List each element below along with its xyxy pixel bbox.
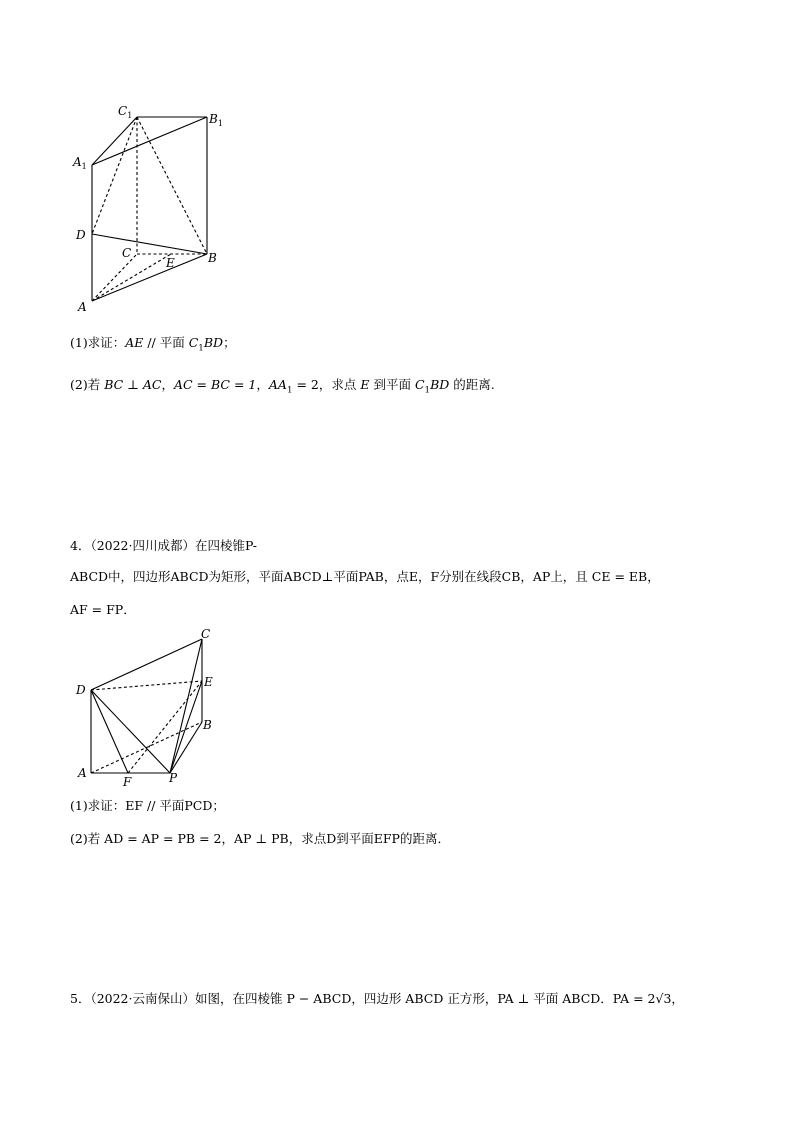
q5-source: （2022·云南保山） — [90, 991, 195, 1006]
q5-number: 5． — [70, 991, 91, 1006]
pyramid-figure — [70, 625, 230, 790]
q3-part2: (2)若 BC ⊥ AC，AC = BC = 1，$AA_1 = 2$，求点 E 到平面 $C_1BD$ 的距离. — [70, 377, 495, 396]
label-B1: $B_1$ — [209, 112, 223, 128]
label-B: B — [208, 251, 217, 265]
q5-line1: 5．（2022·云南保山）如图，在四棱锥 P − ABCD，四边形 ABCD 正方形，PA ⊥ 平面 ABCD．PA = 2√3， — [70, 991, 684, 1006]
label-B: B — [203, 718, 212, 732]
q4-line3: AF = FP． — [70, 602, 136, 617]
label-E: E — [166, 256, 175, 270]
q4-line1: 4．（2022·四川成都）在四棱锥P- — [70, 538, 257, 553]
label-E: E — [204, 675, 213, 689]
q4-part1: (1)求证：EF // 平面PCD； — [70, 798, 225, 813]
label-C1: $C_1$ — [118, 104, 133, 120]
q4-line2: ABCD中，四边形ABCD为矩形，平面ABCD⊥平面PAB，点E，F分别在线段CB，AP上，且 CE = EB， — [70, 569, 660, 584]
q4-source: （2022·四川成都） — [90, 538, 195, 553]
label-A: A — [78, 300, 87, 314]
label-C: C — [201, 627, 211, 641]
label-A1: $A_1$ — [73, 155, 87, 171]
label-C: C — [122, 246, 132, 260]
label-F: F — [123, 775, 132, 789]
prism-figure — [60, 95, 240, 325]
label-D: D — [76, 228, 86, 242]
label-A: A — [78, 766, 87, 780]
label-P: P — [169, 771, 178, 785]
q4-number: 4． — [70, 538, 91, 553]
q4-part2: (2)若 AD = AP = PB = 2，AP ⊥ PB，求点D到平面EFP的距离． — [70, 831, 450, 846]
label-D: D — [76, 683, 86, 697]
q3-part1: (1)求证：AE // 平面 $C_1BD$； — [70, 335, 236, 354]
